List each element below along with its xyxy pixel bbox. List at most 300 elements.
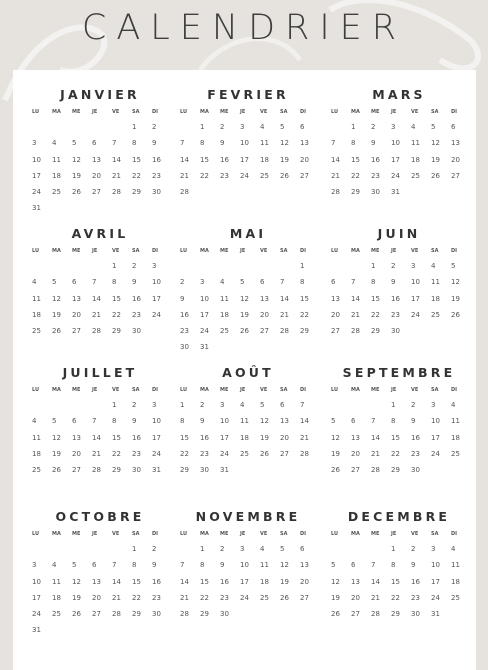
day-cell: 19 xyxy=(72,593,81,602)
weekday-header: SA xyxy=(132,387,140,393)
day-cell: 19 xyxy=(431,155,440,164)
day-cell: 22 xyxy=(200,593,209,602)
weekday-header: SA xyxy=(132,531,140,537)
day-cell: 3 xyxy=(152,401,157,409)
day-cell: 24 xyxy=(220,449,229,458)
day-cell: 16 xyxy=(220,155,229,164)
day-cell: 20 xyxy=(260,310,269,319)
day-cell: 10 xyxy=(431,561,440,570)
day-cell: 11 xyxy=(431,278,440,287)
day-cell: 20 xyxy=(331,310,340,319)
day-cell: 16 xyxy=(152,155,161,164)
day-cell: 2 xyxy=(391,262,396,270)
month-12 xyxy=(329,508,469,622)
day-cell: 4 xyxy=(32,417,37,426)
day-cell: 20 xyxy=(351,593,360,602)
day-cell: 14 xyxy=(371,433,380,442)
day-cell: 23 xyxy=(200,449,209,458)
day-cell: 23 xyxy=(371,171,380,180)
empty-cell xyxy=(329,541,349,557)
day-cell: 8 xyxy=(132,561,137,570)
empty-cell xyxy=(70,397,90,413)
day-cell: 4 xyxy=(451,545,456,553)
weekday-header: JE xyxy=(240,248,246,254)
day-cell: 1 xyxy=(200,123,205,131)
day-cell: 10 xyxy=(411,278,420,287)
weekday-header: DI xyxy=(152,109,159,115)
day-cell: 6 xyxy=(300,123,305,131)
empty-cell xyxy=(70,258,90,274)
day-cell: 21 xyxy=(180,171,189,180)
day-cell: 17 xyxy=(240,577,249,586)
day-cell: 18 xyxy=(32,449,41,458)
day-cell: 24 xyxy=(200,327,209,336)
day-cell: 20 xyxy=(280,433,289,442)
month-name: MAI xyxy=(229,226,267,241)
weekday-header: SA xyxy=(280,248,288,254)
day-cell: 7 xyxy=(351,278,356,287)
month-11 xyxy=(178,508,318,622)
day-cell: 29 xyxy=(132,610,141,619)
day-cell: 22 xyxy=(351,171,360,180)
weekday-header: VE xyxy=(112,387,120,393)
day-cell: 21 xyxy=(112,171,121,180)
day-cell: 10 xyxy=(431,417,440,426)
weekday-header: VE xyxy=(411,531,419,537)
day-cell: 15 xyxy=(132,155,141,164)
day-cell: 29 xyxy=(391,610,400,619)
day-cell: 4 xyxy=(52,561,57,570)
day-cell: 17 xyxy=(200,310,209,319)
weekday-header: LU xyxy=(331,109,339,115)
day-cell: 6 xyxy=(351,417,356,426)
day-cell: 5 xyxy=(280,123,285,131)
day-cell: 15 xyxy=(371,294,380,303)
day-cell: 7 xyxy=(331,139,336,148)
day-cell: 26 xyxy=(431,171,440,180)
day-cell: 12 xyxy=(52,294,61,303)
day-cell: 18 xyxy=(451,577,460,586)
day-cell: 12 xyxy=(280,139,289,148)
weekday-header: MA xyxy=(200,109,209,115)
day-cell: 12 xyxy=(331,433,340,442)
day-cell: 19 xyxy=(331,449,340,458)
weekday-header: ME xyxy=(371,531,380,537)
weekday-header: MA xyxy=(200,248,209,254)
day-cell: 17 xyxy=(431,577,440,586)
day-cell: 18 xyxy=(240,433,249,442)
day-cell: 26 xyxy=(260,449,269,458)
weekday-header: MA xyxy=(52,248,61,254)
day-cell: 14 xyxy=(331,155,340,164)
weekday-header: VE xyxy=(112,109,120,115)
day-cell: 6 xyxy=(260,278,265,287)
day-cell: 17 xyxy=(32,593,41,602)
day-cell: 28 xyxy=(331,188,340,197)
day-cell: 7 xyxy=(300,401,305,409)
weekday-header: JE xyxy=(240,387,246,393)
day-cell: 11 xyxy=(220,294,229,303)
day-cell: 27 xyxy=(72,466,81,475)
calendar-sheet xyxy=(13,70,476,670)
day-cell: 3 xyxy=(240,545,245,553)
day-cell: 5 xyxy=(240,278,245,287)
day-cell: 7 xyxy=(371,417,376,426)
day-cell: 18 xyxy=(32,310,41,319)
month-name: AOÛT xyxy=(222,365,274,380)
day-cell: 8 xyxy=(300,278,305,287)
day-cell: 23 xyxy=(132,449,141,458)
day-cell: 23 xyxy=(391,310,400,319)
day-cell: 19 xyxy=(280,577,289,586)
empty-cell xyxy=(329,258,349,274)
weekday-header: LU xyxy=(180,109,188,115)
weekday-header: LU xyxy=(180,248,188,254)
weekday-header: MA xyxy=(200,531,209,537)
weekday-header: MA xyxy=(52,109,61,115)
day-cell: 11 xyxy=(32,433,41,442)
day-cell: 7 xyxy=(371,561,376,570)
day-cell: 28 xyxy=(280,327,289,336)
day-cell: 1 xyxy=(391,545,396,553)
day-cell: 1 xyxy=(132,123,137,131)
day-cell: 19 xyxy=(331,593,340,602)
day-cell: 27 xyxy=(351,466,360,475)
weekday-header: VE xyxy=(260,531,268,537)
day-cell: 10 xyxy=(200,294,209,303)
day-cell: 22 xyxy=(180,449,189,458)
month-10 xyxy=(30,508,170,639)
month-name: JUILLET xyxy=(62,365,138,380)
day-cell: 5 xyxy=(52,417,57,426)
month-name: NOVEMBRE xyxy=(195,509,301,524)
day-cell: 26 xyxy=(72,188,81,197)
weekday-header: DI xyxy=(300,531,307,537)
day-cell: 17 xyxy=(391,155,400,164)
day-cell: 4 xyxy=(451,401,456,409)
day-cell: 7 xyxy=(92,278,97,287)
day-cell: 13 xyxy=(331,294,340,303)
day-cell: 3 xyxy=(431,401,436,409)
day-cell: 21 xyxy=(92,310,101,319)
day-cell: 8 xyxy=(351,139,356,148)
day-cell: 12 xyxy=(72,155,81,164)
weekday-header: SA xyxy=(280,531,288,537)
day-cell: 4 xyxy=(32,278,37,287)
empty-cell xyxy=(50,541,70,557)
page-title: CALENDRIER xyxy=(81,8,407,48)
empty-cell xyxy=(90,119,110,135)
day-cell: 20 xyxy=(300,155,309,164)
day-cell: 15 xyxy=(391,577,400,586)
month-grid xyxy=(178,384,318,478)
weekday-header: VE xyxy=(260,387,268,393)
day-cell: 22 xyxy=(300,310,309,319)
weekday-header: LU xyxy=(32,248,40,254)
weekday-header: SA xyxy=(431,531,439,537)
weekday-header: MA xyxy=(351,531,360,537)
month-7 xyxy=(30,364,170,478)
empty-cell xyxy=(70,119,90,135)
day-cell: 22 xyxy=(391,593,400,602)
day-cell: 27 xyxy=(351,610,360,619)
weekday-header: ME xyxy=(72,387,81,393)
day-cell: 6 xyxy=(351,561,356,570)
day-cell: 30 xyxy=(391,327,400,336)
day-cell: 3 xyxy=(32,139,37,148)
month-grid xyxy=(329,384,469,478)
day-cell: 16 xyxy=(132,433,141,442)
weekday-header: SA xyxy=(431,109,439,115)
day-cell: 6 xyxy=(331,278,336,287)
weekday-header: SA xyxy=(280,109,288,115)
day-cell: 5 xyxy=(331,417,336,426)
day-cell: 14 xyxy=(351,294,360,303)
day-cell: 4 xyxy=(431,262,436,270)
month-8 xyxy=(178,364,318,478)
day-cell: 20 xyxy=(451,155,460,164)
day-cell: 24 xyxy=(152,449,161,458)
day-cell: 4 xyxy=(260,123,265,131)
empty-cell xyxy=(30,541,50,557)
day-cell: 2 xyxy=(220,545,225,553)
day-cell: 25 xyxy=(451,593,460,602)
day-cell: 11 xyxy=(52,577,61,586)
month-2 xyxy=(178,86,318,200)
empty-cell xyxy=(349,397,369,413)
weekday-header: ME xyxy=(220,387,229,393)
day-cell: 7 xyxy=(112,139,117,148)
weekday-header: ME xyxy=(72,248,81,254)
day-cell: 25 xyxy=(260,171,269,180)
weekday-header: VE xyxy=(260,109,268,115)
day-cell: 30 xyxy=(200,466,209,475)
day-cell: 25 xyxy=(240,449,249,458)
day-cell: 14 xyxy=(280,294,289,303)
day-cell: 24 xyxy=(240,171,249,180)
day-cell: 10 xyxy=(32,155,41,164)
day-cell: 23 xyxy=(152,593,161,602)
month-4 xyxy=(30,225,170,339)
empty-cell xyxy=(90,541,110,557)
day-cell: 27 xyxy=(451,171,460,180)
day-cell: 9 xyxy=(371,139,376,148)
day-cell: 4 xyxy=(52,139,57,148)
day-cell: 15 xyxy=(112,433,121,442)
day-cell: 8 xyxy=(391,417,396,426)
day-cell: 13 xyxy=(300,561,309,570)
weekday-header: DI xyxy=(451,109,458,115)
weekday-header: LU xyxy=(32,531,40,537)
day-cell: 19 xyxy=(52,449,61,458)
month-5 xyxy=(178,225,318,356)
empty-cell xyxy=(258,258,278,274)
day-cell: 7 xyxy=(280,278,285,287)
day-cell: 24 xyxy=(152,310,161,319)
weekday-header: VE xyxy=(411,109,419,115)
day-cell: 28 xyxy=(180,188,189,197)
day-cell: 13 xyxy=(72,433,81,442)
month-name: OCTOBRE xyxy=(55,509,145,524)
day-cell: 14 xyxy=(180,577,189,586)
day-cell: 9 xyxy=(220,139,225,148)
day-cell: 2 xyxy=(411,401,416,409)
day-cell: 15 xyxy=(132,577,141,586)
day-cell: 5 xyxy=(52,278,57,287)
day-cell: 12 xyxy=(52,433,61,442)
day-cell: 30 xyxy=(152,610,161,619)
day-cell: 1 xyxy=(391,401,396,409)
day-cell: 19 xyxy=(72,171,81,180)
day-cell: 24 xyxy=(32,610,41,619)
day-cell: 22 xyxy=(132,593,141,602)
day-cell: 29 xyxy=(300,327,309,336)
empty-cell xyxy=(30,397,50,413)
day-cell: 9 xyxy=(180,294,185,303)
day-cell: 20 xyxy=(351,449,360,458)
day-cell: 29 xyxy=(200,610,209,619)
day-cell: 19 xyxy=(260,433,269,442)
day-cell: 28 xyxy=(112,610,121,619)
day-cell: 3 xyxy=(431,545,436,553)
month-grid xyxy=(30,106,170,217)
day-cell: 7 xyxy=(180,561,185,570)
day-cell: 27 xyxy=(260,327,269,336)
day-cell: 16 xyxy=(391,294,400,303)
weekday-header: VE xyxy=(411,387,419,393)
day-cell: 30 xyxy=(180,343,189,352)
day-cell: 13 xyxy=(451,139,460,148)
weekday-header: JE xyxy=(92,248,98,254)
day-cell: 11 xyxy=(52,155,61,164)
day-cell: 11 xyxy=(451,417,460,426)
weekday-header: LU xyxy=(32,387,40,393)
day-cell: 26 xyxy=(280,171,289,180)
empty-cell xyxy=(110,119,130,135)
day-cell: 30 xyxy=(132,327,141,336)
day-cell: 12 xyxy=(331,577,340,586)
day-cell: 7 xyxy=(180,139,185,148)
day-cell: 4 xyxy=(240,401,245,409)
day-cell: 18 xyxy=(411,155,420,164)
day-cell: 18 xyxy=(220,310,229,319)
day-cell: 23 xyxy=(220,171,229,180)
day-cell: 15 xyxy=(180,433,189,442)
day-cell: 27 xyxy=(92,188,101,197)
day-cell: 14 xyxy=(112,577,121,586)
day-cell: 25 xyxy=(431,310,440,319)
day-cell: 21 xyxy=(300,433,309,442)
day-cell: 8 xyxy=(200,561,205,570)
month-name: FEVRIER xyxy=(207,87,289,102)
day-cell: 13 xyxy=(92,155,101,164)
day-cell: 6 xyxy=(72,417,77,426)
day-cell: 28 xyxy=(92,466,101,475)
empty-cell xyxy=(90,397,110,413)
weekday-header: MA xyxy=(52,531,61,537)
day-cell: 1 xyxy=(351,123,356,131)
day-cell: 31 xyxy=(152,466,161,475)
empty-cell xyxy=(50,258,70,274)
day-cell: 29 xyxy=(180,466,189,475)
day-cell: 26 xyxy=(451,310,460,319)
empty-cell xyxy=(90,258,110,274)
weekday-header: ME xyxy=(72,109,81,115)
day-cell: 29 xyxy=(391,466,400,475)
weekday-header: DI xyxy=(300,387,307,393)
day-cell: 16 xyxy=(411,577,420,586)
day-cell: 26 xyxy=(331,610,340,619)
day-cell: 23 xyxy=(411,593,420,602)
day-cell: 10 xyxy=(240,561,249,570)
day-cell: 4 xyxy=(411,123,416,131)
day-cell: 25 xyxy=(260,593,269,602)
day-cell: 5 xyxy=(260,401,265,409)
day-cell: 20 xyxy=(92,593,101,602)
day-cell: 1 xyxy=(200,545,205,553)
day-cell: 16 xyxy=(200,433,209,442)
day-cell: 12 xyxy=(280,561,289,570)
day-cell: 10 xyxy=(152,417,161,426)
day-cell: 13 xyxy=(260,294,269,303)
day-cell: 14 xyxy=(112,155,121,164)
day-cell: 25 xyxy=(451,449,460,458)
day-cell: 21 xyxy=(280,310,289,319)
month-name: SEPTEMBRE xyxy=(342,365,456,380)
day-cell: 8 xyxy=(112,417,117,426)
day-cell: 28 xyxy=(92,327,101,336)
month-grid xyxy=(329,528,469,622)
day-cell: 21 xyxy=(180,593,189,602)
weekday-header: JE xyxy=(92,387,98,393)
month-grid xyxy=(329,106,469,200)
day-cell: 20 xyxy=(72,310,81,319)
empty-cell xyxy=(238,258,258,274)
empty-cell xyxy=(369,397,389,413)
day-cell: 22 xyxy=(112,310,121,319)
day-cell: 28 xyxy=(371,610,380,619)
day-cell: 26 xyxy=(280,593,289,602)
day-cell: 29 xyxy=(371,327,380,336)
weekday-header: ME xyxy=(72,531,81,537)
weekday-header: LU xyxy=(331,531,339,537)
day-cell: 21 xyxy=(92,449,101,458)
empty-cell xyxy=(198,258,218,274)
day-cell: 30 xyxy=(411,466,420,475)
empty-cell xyxy=(349,258,369,274)
day-cell: 17 xyxy=(152,294,161,303)
day-cell: 3 xyxy=(220,401,225,409)
weekday-header: JE xyxy=(92,531,98,537)
weekday-header: JE xyxy=(391,387,397,393)
weekday-header: ME xyxy=(220,109,229,115)
day-cell: 18 xyxy=(52,593,61,602)
day-cell: 9 xyxy=(391,278,396,287)
weekday-header: VE xyxy=(112,531,120,537)
day-cell: 14 xyxy=(300,417,309,426)
day-cell: 21 xyxy=(371,449,380,458)
weekday-header: ME xyxy=(371,387,380,393)
day-cell: 5 xyxy=(451,262,456,270)
day-cell: 18 xyxy=(260,155,269,164)
day-cell: 1 xyxy=(300,262,305,270)
day-cell: 30 xyxy=(220,610,229,619)
day-cell: 11 xyxy=(260,139,269,148)
weekday-header: ME xyxy=(371,109,380,115)
day-cell: 23 xyxy=(180,327,189,336)
day-cell: 10 xyxy=(152,278,161,287)
day-cell: 26 xyxy=(52,327,61,336)
